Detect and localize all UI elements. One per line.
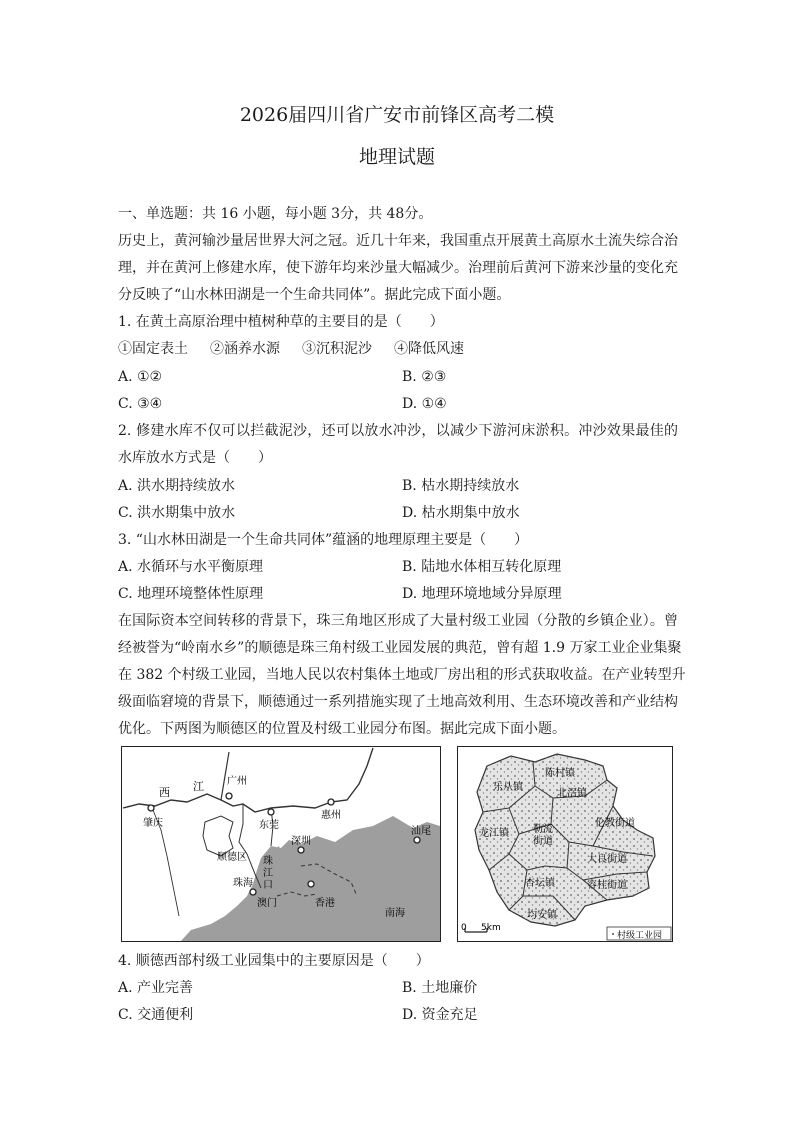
island-2: [320, 913, 326, 919]
passage1-line-2: 理，并在黄河上修建水库，使下游年均来沙量大幅减少。治理前后黄河下游来沙量的变化充: [118, 260, 678, 276]
passage1-line-1: 历史上，黄河输沙量居世界大河之冠。近几十年来，我国重点开展黄土高原水土流失综合治: [118, 233, 678, 249]
town-xingtan: 杏坛镇: [525, 878, 555, 889]
city-huizhou-marker: [328, 799, 334, 805]
city-zhaoqing-marker: [148, 805, 154, 811]
label-dongguan: 东莞: [259, 820, 279, 831]
city-zhuhai-marker: [250, 889, 256, 895]
passage2-line-1: 在国际资本空间转移的背景下，珠三角地区形成了大量村级工业园（分散的乡镇企业）。曾: [118, 613, 678, 629]
q3-option-a: A. 水循环与水平衡原理: [118, 559, 264, 575]
label-jiang2: 江: [263, 868, 273, 879]
q3-option-b: B. 陆地水体相互转化原理: [402, 559, 562, 575]
q4-option-c: C. 交通便利: [118, 1007, 194, 1023]
passage1-line-3: 分反映了“山水林田湖是一个生命共同体”。据此完成下面小题。: [118, 287, 511, 303]
q4-option-a: A. 产业完善: [118, 980, 194, 996]
label-guangzhou: 广州: [227, 776, 247, 787]
label-kou: 口: [263, 880, 273, 891]
label-shunde: 顺德区: [217, 852, 247, 863]
q1-option-c: C. ③④: [118, 396, 163, 412]
town-ronggui: 容桂街道: [587, 880, 627, 891]
q4-option-b: B. 土地廉价: [402, 980, 478, 996]
label-jiang: 江: [193, 780, 204, 793]
q1-item-4: ④降低风速: [394, 341, 464, 357]
island-1: [303, 898, 311, 906]
label-zhu: 珠: [263, 856, 273, 867]
label-nanhai: 南海: [385, 908, 405, 919]
town-longjiang: 龙江镇: [479, 828, 509, 839]
island-5: [335, 926, 340, 931]
label-aomen: 澳门: [257, 898, 277, 909]
town-leliu-1: 勒流: [533, 824, 553, 835]
q4-stem: 4. 顺德西部村级工业园集中的主要原因是（ ）: [118, 953, 430, 969]
q2-stem-line-1: 2. 修建水库不仅可以拦截泥沙，还可以放水冲沙，以减少下游河床淤积。冲沙效果最佳的: [118, 423, 678, 439]
section-heading: 一、单选题：共 16 小题，每小题 3分，共 48分。: [118, 206, 433, 222]
q4-option-d: D. 资金充足: [402, 1007, 478, 1023]
town-beijiao: 北滘镇: [557, 788, 587, 799]
q2-option-a: A. 洪水期持续放水: [118, 478, 236, 494]
label-xi: 西: [159, 786, 170, 799]
q1-stem: 1. 在黄土高原治理中植树种草的主要目的是（ ）: [118, 314, 444, 330]
legend-label: 村级工业园: [617, 931, 663, 941]
legend-dot-icon: [612, 933, 614, 935]
scale-label: 5km: [481, 923, 501, 933]
label-shanwei: 汕尾: [411, 826, 431, 837]
town-lunjiao: 伦教街道: [595, 818, 635, 829]
q1-item-2: ②涵养水源: [210, 341, 280, 357]
q3-option-c: C. 地理环境整体性原理: [118, 586, 264, 602]
q3-option-d: D. 地理环境地域分异原理: [402, 586, 562, 602]
q1-option-b: B. ②③: [402, 369, 447, 385]
label-zhuhai: 珠海: [233, 878, 253, 889]
passage2-line-5: 优化。下两图为顺德区的位置及村级工业园分布图。据此完成下面小题。: [118, 721, 566, 737]
q1-item-1: ①固定表土: [118, 341, 188, 357]
q2-option-b: B. 枯水期持续放水: [402, 478, 520, 494]
label-huizhou: 惠州: [321, 810, 341, 821]
pearl-river-delta-map: [121, 746, 441, 942]
label-xianggang: 香港: [315, 898, 335, 909]
town-daliang: 大良街道: [587, 854, 627, 865]
town-chencun: 陈村镇: [545, 768, 575, 779]
town-junan: 均安镇: [527, 910, 557, 921]
q2-option-c: C. 洪水期集中放水: [118, 505, 236, 521]
shunde-industrial-park-map: [457, 746, 673, 942]
town-lecong: 乐从镇: [493, 782, 523, 793]
city-dongguan-marker: [268, 809, 274, 815]
city-shenzhen-marker: [298, 847, 304, 853]
city-guangzhou-marker: [226, 793, 232, 799]
town-leliu-2: 街道: [533, 836, 553, 847]
city-shanwei-marker: [414, 837, 420, 843]
q1-option-a: A. ①②: [118, 369, 163, 385]
q2-stem-line-2: 水库放水方式是（ ）: [118, 450, 272, 466]
label-shenzhen: 深圳: [291, 836, 311, 847]
q1-items: [118, 340, 678, 358]
passage2-line-3: 在 382 个村级工业园，当地人民以农村集体土地或厂房出租的形式获取收益。在产业转型升: [118, 667, 686, 683]
q2-option-d: D. 枯水期集中放水: [402, 505, 520, 521]
q3-stem: 3. “山水林田湖是一个生命共同体”蕴涵的地理原理主要是（ ）: [118, 532, 529, 548]
passage2-line-2: 经被誉为“岭南水乡”的顺德是珠三角村级工业园发展的典范，曾有超 1.9 万家工业企业集聚: [118, 640, 682, 656]
island-3: [294, 919, 300, 925]
q1-option-d: D. ①④: [402, 396, 447, 412]
exam-title: 2026届四川省广安市前锋区高考二模: [239, 104, 555, 126]
label-zhaoqing: 肇庆: [143, 818, 163, 829]
exam-subtitle: 地理试题: [358, 146, 435, 168]
q1-item-3: ③沉积泥沙: [302, 341, 372, 357]
scale-zero: 0: [461, 923, 467, 933]
passage2-line-4: 级面临窘境的背景下，顺德通过一系列措施实现了土地高效利用、生态环境改善和产业结构: [118, 694, 678, 710]
island-4: [282, 925, 288, 931]
city-hongkong-marker: [308, 881, 314, 887]
